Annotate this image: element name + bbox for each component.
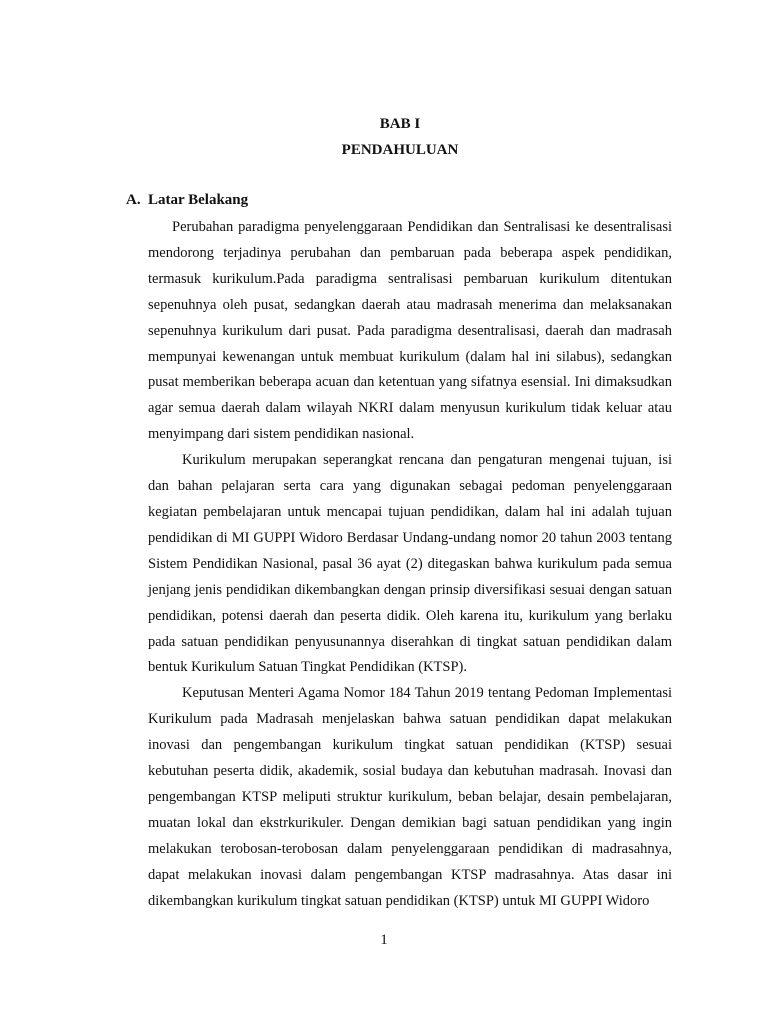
paragraph-2: Kurikulum merupakan seperangkat rencana dan pengaturan mengenai tujuan, isi dan bahan pelajaran serta cara yang digunakan sebagai pedoman penyelenggaraan kegiatan pembelajaran untuk mencapai tujuan pendidikan, dalam hal ini adalah tujuan pendidikan di MI GUPPI Widoro Berdasar Undang-undang nomor 20 tahun 2003 tentang Sistem Pendidikan Nasional, pasal 36 ayat (2) ditegaskan bahwa kurikulum pada semua jenjang jenis pendidikan dikembangkan dengan prinsip diversifikasi sesuai dengan satuan pendidikan, potensi daerah dan peserta didik. Oleh karena itu, kurikulum yang berlaku pada satuan pendidikan penyusunannya diserahkan di tingkat satuan pendidikan dalam bentuk Kurikulum Satuan Tingkat Pendidikan (KTSP). bbox=[148, 452, 672, 676]
section-heading bbox=[126, 190, 248, 210]
body-text bbox=[148, 215, 672, 914]
chapter-title: PENDAHULUAN bbox=[341, 142, 459, 158]
paragraph-3: Keputusan Menteri Agama Nomor 184 Tahun 2019 tentang Pedoman Implementasi Kurikulum pada Madrasah menjelaskan bahwa satuan pendidikan dapat melakukan inovasi dan pengembangan kurikulum tingkat satuan pendidikan (KTSP) sesuai kebutuhan peserta didik, akademik, sosial budaya dan kebutuhan madrasah. Inovasi dan pengembangan KTSP meliputi struktur kurikulum, beban belajar, desain pembelajaran, muatan lokal dan ekstrkurikuler. Dengan demikian bagi satuan pendidikan yang ingin melakukan terobosan-terobosan dalam penyelenggaraan pendidikan di madrasahnya, dapat melakukan inovasi dalam pengembangan KTSP madrasahnya. Atas dasar ini dikembangkan kurikulum tingkat satuan pendidikan (KTSP) untuk MI GUPPI Widoro bbox=[148, 685, 672, 909]
chapter-number: BAB I bbox=[379, 116, 421, 132]
section-letter: A. bbox=[126, 192, 141, 208]
page-number: 1 bbox=[380, 932, 388, 948]
paragraph-1: Perubahan paradigma penyelenggaraan Pendidikan dan Sentralisasi ke desentralisasi mendorong terjadinya perubahan dan pembaruan pada beberapa aspek pendidikan, termasuk kurikulum.Pada paradigma sentralisasi pembaruan kurikulum ditentukan sepenuhnya oleh pusat, sedangkan daerah atau madrasah menerima dan melaksanakan sepenuhnya kurikulum dari pusat. Pada paradigma desentralisasi, daerah dan madrasah mempunyai kewenangan untuk membuat kurikulum (dalam hal ini silabus), sedangkan pusat memberikan beberapa acuan dan ketentuan yang sifatnya esensial. Ini dimaksudkan agar semua daerah dalam wilayah NKRI dalam menyusun kurikulum tidak keluar atau menyimpang dari sistem pendidikan nasional. bbox=[148, 219, 672, 443]
section-title: Latar Belakang bbox=[148, 192, 249, 208]
